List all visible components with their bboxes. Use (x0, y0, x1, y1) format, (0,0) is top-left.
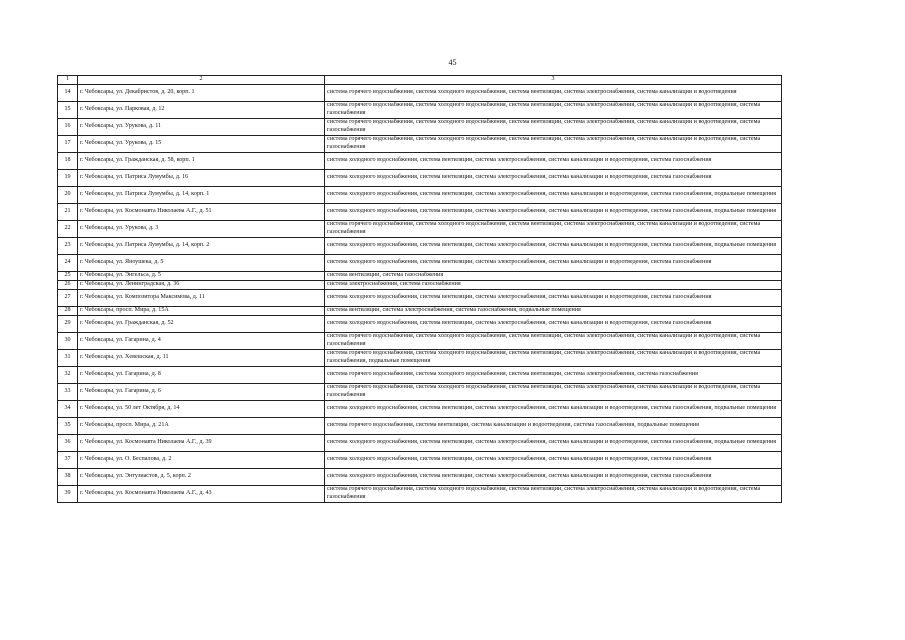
row-number: 31 (58, 349, 78, 366)
table-row (58, 118, 782, 135)
table-row (58, 254, 782, 271)
table-row (58, 203, 782, 220)
row-address: г. Чебоксары, ул. Гражданская, д. 58, корп. 1 (78, 152, 325, 169)
row-number: 18 (58, 152, 78, 169)
row-number: 27 (58, 289, 78, 306)
table-row (58, 417, 782, 434)
row-systems: система холодного водоснабжения, система вентиляции, система электроснабжения, система канализации и водоотведения, система газоснабжения (325, 254, 782, 271)
table-row (58, 280, 782, 289)
row-address: г. Чебоксары, ул. Урукова, д. 3 (78, 220, 325, 237)
row-systems: система горячего водоснабжения, система холодного водоснабжения, система вентиляции, система электроснабжения, система канализации и водоотведения (325, 84, 782, 101)
row-address: г. Чебоксары, ул. Патриса Лумумбы, д. 16 (78, 169, 325, 186)
header-col-address: 2 (78, 76, 325, 85)
row-systems: система холодного водоснабжения, система вентиляции, система электроснабжения, система канализации и водоотведения, система газоснабжения, подвальные помещения (325, 203, 782, 220)
row-systems: система холодного водоснабжения, система вентиляции, система электроснабжения, система канализации и водоотведения, система газоснабжения, подвальные помещения (325, 186, 782, 203)
row-number: 24 (58, 254, 78, 271)
table-row (58, 332, 782, 349)
table-row (58, 315, 782, 332)
row-address: г. Чебоксары, ул. Патриса Лумумбы, д. 14, корп. 1 (78, 186, 325, 203)
row-address: г. Чебоксары, ул. Парковая, д. 12 (78, 101, 325, 118)
row-number: 39 (58, 485, 78, 502)
table-row (58, 152, 782, 169)
table-row (58, 289, 782, 306)
table-row (58, 186, 782, 203)
row-address: г. Чебоксары, ул. О. Беспалова, д. 2 (78, 451, 325, 468)
table-row (58, 169, 782, 186)
row-systems: система холодного водоснабжения, система вентиляции, система электроснабжения, система канализации и водоотведения, система газоснабжения (325, 451, 782, 468)
table-row (58, 349, 782, 366)
table-row (58, 451, 782, 468)
row-systems: система горячего водоснабжения, система холодного водоснабжения, система вентиляции, система электроснабжения, система газоснабжения (325, 366, 782, 383)
row-address: г. Чебоксары, ул. Космонавта Николаева А.Г., д. 51 (78, 203, 325, 220)
header-col-systems: 3 (325, 76, 782, 85)
row-address: г. Чебоксары, просп. Мира, д. 15А (78, 306, 325, 315)
table-row (58, 366, 782, 383)
row-systems: система холодного водоснабжения, система вентиляции, система электроснабжения, система канализации и водоотведения, система газоснабжения, подвальные помещения (325, 434, 782, 451)
row-address: г. Чебоксары, ул. Энтузиастов, д. 5, корп. 2 (78, 468, 325, 485)
row-address: г. Чебоксары, ул. Космонавта Николаева А.Г., д. 43 (78, 485, 325, 502)
row-number: 25 (58, 271, 78, 280)
row-address: г. Чебоксары, ул. Композитора Максимова, д. 11 (78, 289, 325, 306)
registry-table (57, 75, 782, 503)
table-row (58, 135, 782, 152)
row-systems: система горячего водоснабжения, система холодного водоснабжения, система вентиляции, система электроснабжения, система канализации и водоотведения, система газоснабжения (325, 101, 782, 118)
row-number: 20 (58, 186, 78, 203)
row-systems: система горячего водоснабжения, система холодного водоснабжения, система вентиляции, система электроснабжения, система канализации и водоотведения, система газоснабжения (325, 485, 782, 502)
row-systems: система горячего водоснабжения, система холодного водоснабжения, система вентиляции, система электроснабжения, система канализации и водоотведения, система газоснабжения (325, 220, 782, 237)
row-systems: система горячего водоснабжения, система холодного водоснабжения, система вентиляции, система электроснабжения, система канализации и водоотведения, система газоснабжения (325, 383, 782, 400)
row-systems: система холодного водоснабжения, система вентиляции, система электроснабжения, система канализации и водоотведения, система газоснабжения, подвальные помещения (325, 400, 782, 417)
row-number: 35 (58, 417, 78, 434)
row-number: 36 (58, 434, 78, 451)
row-address: г. Чебоксары, ул. Гагарина, д. 6 (78, 383, 325, 400)
row-number: 30 (58, 332, 78, 349)
table-row (58, 400, 782, 417)
row-number: 15 (58, 101, 78, 118)
row-address: г. Чебоксары, ул. Урукова, д. 11 (78, 118, 325, 135)
row-number: 21 (58, 203, 78, 220)
row-systems: система горячего водоснабжения, система холодного водоснабжения, система вентиляции, система электроснабжения, система канализации и водоотведения, система газоснабжения (325, 135, 782, 152)
row-address: г. Чебоксары, ул. Яноушека, д. 5 (78, 254, 325, 271)
table-row (58, 383, 782, 400)
row-address: г. Чебоксары, ул. Гражданская, д. 52 (78, 315, 325, 332)
table-row (58, 84, 782, 101)
row-address: г. Чебоксары, ул. Гагарина, д. 8 (78, 366, 325, 383)
row-address: г. Чебоксары, ул. Космонавта Николаева А.Г., д. 39 (78, 434, 325, 451)
row-number: 14 (58, 84, 78, 101)
row-systems: система горячего водоснабжения, система вентиляции, система канализации и водоотведения, система газоснабжения, подвальные помещения (325, 417, 782, 434)
table-row (58, 220, 782, 237)
table-row (58, 101, 782, 118)
row-number: 26 (58, 280, 78, 289)
row-number: 16 (58, 118, 78, 135)
table-row (58, 485, 782, 502)
row-number: 22 (58, 220, 78, 237)
row-address: г. Чебоксары, ул. 50 лет Октября, д. 14 (78, 400, 325, 417)
row-systems: система электроснабжения, система газоснабжения (325, 280, 782, 289)
row-number: 23 (58, 237, 78, 254)
table-row (58, 306, 782, 315)
row-address: г. Чебоксары, просп. Мира, д. 21А (78, 417, 325, 434)
registry-table-body (58, 76, 782, 503)
row-systems: система холодного водоснабжения, система вентиляции, система электроснабжения, система канализации и водоотведения, система газоснабжения (325, 289, 782, 306)
row-address: г. Чебоксары, ул. Хевешская, д. 11 (78, 349, 325, 366)
row-systems: система холодного водоснабжения, система вентиляции, система электроснабжения, система канализации и водоотведения, система газоснабжения (325, 169, 782, 186)
row-systems: система холодного водоснабжения, система вентиляции, система электроснабжения, система канализации и водоотведения, система газоснабжения (325, 468, 782, 485)
row-address: г. Чебоксары, ул. Декабристов, д. 20, корп. 1 (78, 84, 325, 101)
row-systems: система вентиляции, система газоснабжения (325, 271, 782, 280)
header-row (58, 76, 782, 85)
row-number: 17 (58, 135, 78, 152)
row-number: 32 (58, 366, 78, 383)
row-address: г. Чебоксары, ул. Урукова, д. 15 (78, 135, 325, 152)
row-address: г. Чебоксары, ул. Ленинградская, д. 36 (78, 280, 325, 289)
table-row (58, 237, 782, 254)
row-systems: система холодного водоснабжения, система вентиляции, система электроснабжения, система канализации и водоотведения, система газоснабжения, подвальные помещения (325, 237, 782, 254)
row-address: г. Чебоксары, ул. Энгельса, д. 5 (78, 271, 325, 280)
row-number: 33 (58, 383, 78, 400)
row-systems: система горячего водоснабжения, система холодного водоснабжения, система вентиляции, система электроснабжения, система канализации и водоотведения, система газоснабжения, подвальные помещения (325, 349, 782, 366)
header-col-number: 1 (58, 76, 78, 85)
page-number: 45 (448, 58, 457, 67)
table-row (58, 468, 782, 485)
row-address: г. Чебоксары, ул. Гагарина, д. 4 (78, 332, 325, 349)
row-number: 19 (58, 169, 78, 186)
row-systems: система холодного водоснабжения, система вентиляции, система электроснабжения, система канализации и водоотведения, система газоснабжения (325, 152, 782, 169)
row-systems: система вентиляции, система электроснабжения, система газоснабжения, подвальные помещения (325, 306, 782, 315)
table-row (58, 271, 782, 280)
row-number: 37 (58, 451, 78, 468)
row-number: 29 (58, 315, 78, 332)
row-number: 34 (58, 400, 78, 417)
row-systems: система горячего водоснабжения, система холодного водоснабжения, система вентиляции, система электроснабжения, система канализации и водоотведения, система газоснабжения (325, 332, 782, 349)
row-address: г. Чебоксары, ул. Патриса Лумумбы, д. 14, корп. 2 (78, 237, 325, 254)
table-row (58, 434, 782, 451)
row-number: 38 (58, 468, 78, 485)
row-systems: система горячего водоснабжения, система холодного водоснабжения, система вентиляции, система электроснабжения, система канализации и водоотведения, система газоснабжения (325, 118, 782, 135)
row-systems: система холодного водоснабжения, система вентиляции, система электроснабжения, система канализации и водоотведения, система газоснабжения (325, 315, 782, 332)
row-number: 28 (58, 306, 78, 315)
